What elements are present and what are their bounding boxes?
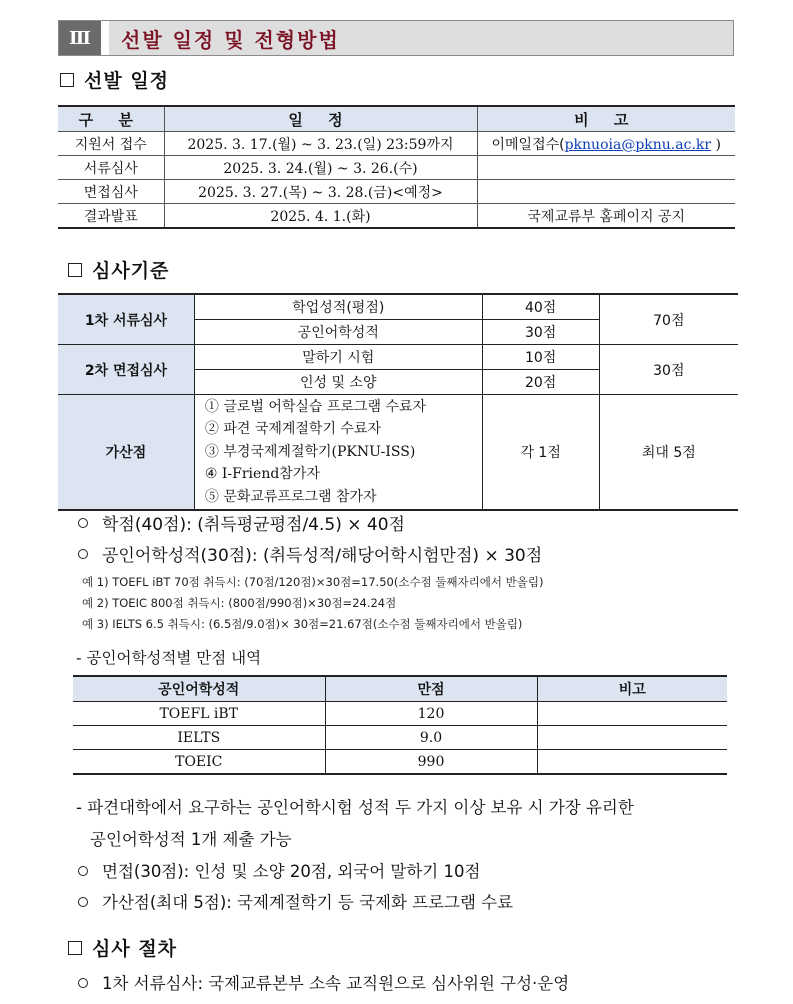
table-row [58, 180, 735, 204]
lang-note [78, 541, 542, 566]
circle-bullet-icon [78, 978, 88, 988]
circle-bullet-icon [78, 518, 88, 528]
criteria-score: 20점 [482, 370, 599, 395]
schedule-note [477, 180, 735, 204]
schedule-item: 결과발표 [58, 204, 164, 229]
banner-gap [101, 21, 109, 55]
header-date: 일 정 [164, 106, 477, 132]
table-row [58, 395, 738, 511]
schedule-heading-text: 선발 일정 [84, 70, 170, 92]
example-line: 예 3) IELTS 6.5 취득시: (6.5점/9.0점)× 30점=21.67점(소수점 둘째자리에서 반올림) [82, 617, 523, 631]
test-name: TOEFL iBT [73, 702, 325, 726]
header-max: 만점 [325, 676, 537, 702]
email-link[interactable]: pknuoia@pknu.ac.kr [564, 136, 712, 153]
criteria-table [58, 293, 738, 511]
criteria-item: 말하기 시험 [194, 345, 482, 370]
criteria-score: 10점 [482, 345, 599, 370]
circle-bullet-icon [78, 897, 88, 907]
schedule-item: 면접심사 [58, 180, 164, 204]
stage2-total: 30점 [599, 345, 738, 395]
section-banner [58, 20, 734, 56]
bonus-item: ④ I-Friend참가자 [204, 466, 320, 483]
criteria-item: 학업성적(평점) [194, 294, 482, 320]
bonus-note [78, 889, 513, 913]
test-note [537, 702, 727, 726]
test-note [537, 750, 727, 775]
header-note: 비 고 [477, 106, 735, 132]
schedule-date: 2025. 3. 24.(월) ~ 3. 26.(수) [164, 156, 477, 180]
criteria-score: 30점 [482, 320, 599, 345]
section-title: 선발 일정 및 전형방법 [109, 21, 733, 55]
stage2-label: 2차 면접심사 [58, 345, 194, 395]
note-suffix: ) [711, 136, 721, 153]
gpa-note-text: 학점(40점): (취득평균평점/4.5) × 40점 [102, 515, 405, 535]
stage1-total: 70점 [599, 294, 738, 345]
table-header-row [58, 106, 735, 132]
checkbox-icon [60, 73, 74, 87]
schedule-table [58, 105, 735, 229]
criteria-item: 공인어학성적 [194, 320, 482, 345]
criteria-heading-text: 심사기준 [92, 260, 170, 282]
score-table-title: - 공인어학성적별 만점 내역 [76, 649, 262, 667]
bonus-max: 최대 5점 [599, 395, 738, 511]
schedule-item: 지원서 접수 [58, 132, 164, 156]
schedule-note [477, 132, 735, 156]
schedule-date: 2025. 3. 17.(월) ~ 3. 23.(일) 23:59까지 [164, 132, 477, 156]
section-number: Ⅲ [59, 21, 101, 55]
test-max: 9.0 [325, 726, 537, 750]
table-row [58, 132, 735, 156]
schedule-note [477, 156, 735, 180]
score-table [73, 675, 727, 775]
bonus-label: 가산점 [58, 395, 194, 511]
table-row [58, 345, 738, 370]
schedule-note: 국제교류부 홈페이지 공지 [477, 204, 735, 229]
criteria-item: 인성 및 소양 [194, 370, 482, 395]
circle-bullet-icon [78, 866, 88, 876]
test-name: TOEIC [73, 750, 325, 775]
procedure-heading-text: 심사 절차 [92, 938, 178, 960]
table-row [73, 726, 727, 750]
header-note: 비고 [537, 676, 727, 702]
bonus-item: ⑤ 문화교류프로그램 참가자 [204, 488, 377, 505]
schedule-date: 2025. 4. 1.(화) [164, 204, 477, 229]
header-category: 구 분 [58, 106, 164, 132]
checkbox-icon [68, 263, 82, 277]
bonus-item: ② 파견 국제계절학기 수료자 [204, 421, 382, 438]
schedule-heading [60, 66, 169, 93]
header-test: 공인어학성적 [73, 676, 325, 702]
schedule-item: 서류심사 [58, 156, 164, 180]
bonus-item: ③ 부경국제계절학기(PKNU-ISS) [204, 443, 416, 460]
gpa-note [78, 510, 405, 535]
bonus-note-text: 가산점(최대 5점): 국제계절학기 등 국제화 프로그램 수료 [102, 893, 514, 912]
table-row [58, 204, 735, 229]
lang-note-text: 공인어학성적(30점): (취득성적/해당어학시험만점) × 30점 [102, 546, 543, 566]
interview-note [78, 858, 480, 882]
example-line: 예 1) TOEFL iBT 70점 취득시: (70점/120점)×30점=17.50(소수점 둘째자리에서 반올림) [82, 575, 544, 589]
procedure-line [78, 970, 569, 994]
table-row [58, 156, 735, 180]
bonus-list [194, 395, 482, 511]
test-max: 120 [325, 702, 537, 726]
table-header-row [73, 676, 727, 702]
table-row [73, 702, 727, 726]
checkbox-icon [68, 941, 82, 955]
table-row [73, 750, 727, 775]
dash-note-line1: - 파견대학에서 요구하는 공인어학시험 성적 두 가지 이상 보유 시 가장 유리한 [76, 798, 634, 817]
bonus-item: ① 글로벌 어학실습 프로그램 수료자 [204, 398, 427, 415]
interview-note-text: 면접(30점): 인성 및 소양 20점, 외국어 말하기 10점 [102, 862, 481, 881]
test-name: IELTS [73, 726, 325, 750]
dash-note-line2: 공인어학성적 1개 제출 가능 [90, 830, 292, 849]
test-note [537, 726, 727, 750]
stage1-label: 1차 서류심사 [58, 294, 194, 345]
bonus-each: 각 1점 [482, 395, 599, 511]
test-max: 990 [325, 750, 537, 775]
note-prefix: 이메일접수( [491, 136, 565, 153]
circle-bullet-icon [78, 549, 88, 559]
example-line: 예 2) TOEIC 800점 취득시: (800점/990점)×30점=24.24점 [82, 596, 397, 610]
criteria-score: 40점 [482, 294, 599, 320]
criteria-heading [68, 256, 169, 283]
procedure-heading [68, 934, 177, 961]
procedure-line-text: 1차 서류심사: 국제교류본부 소속 교직원으로 심사위원 구성·운영 [102, 974, 570, 993]
schedule-date: 2025. 3. 27.(목) ~ 3. 28.(금)<예정> [164, 180, 477, 204]
table-row [58, 294, 738, 320]
